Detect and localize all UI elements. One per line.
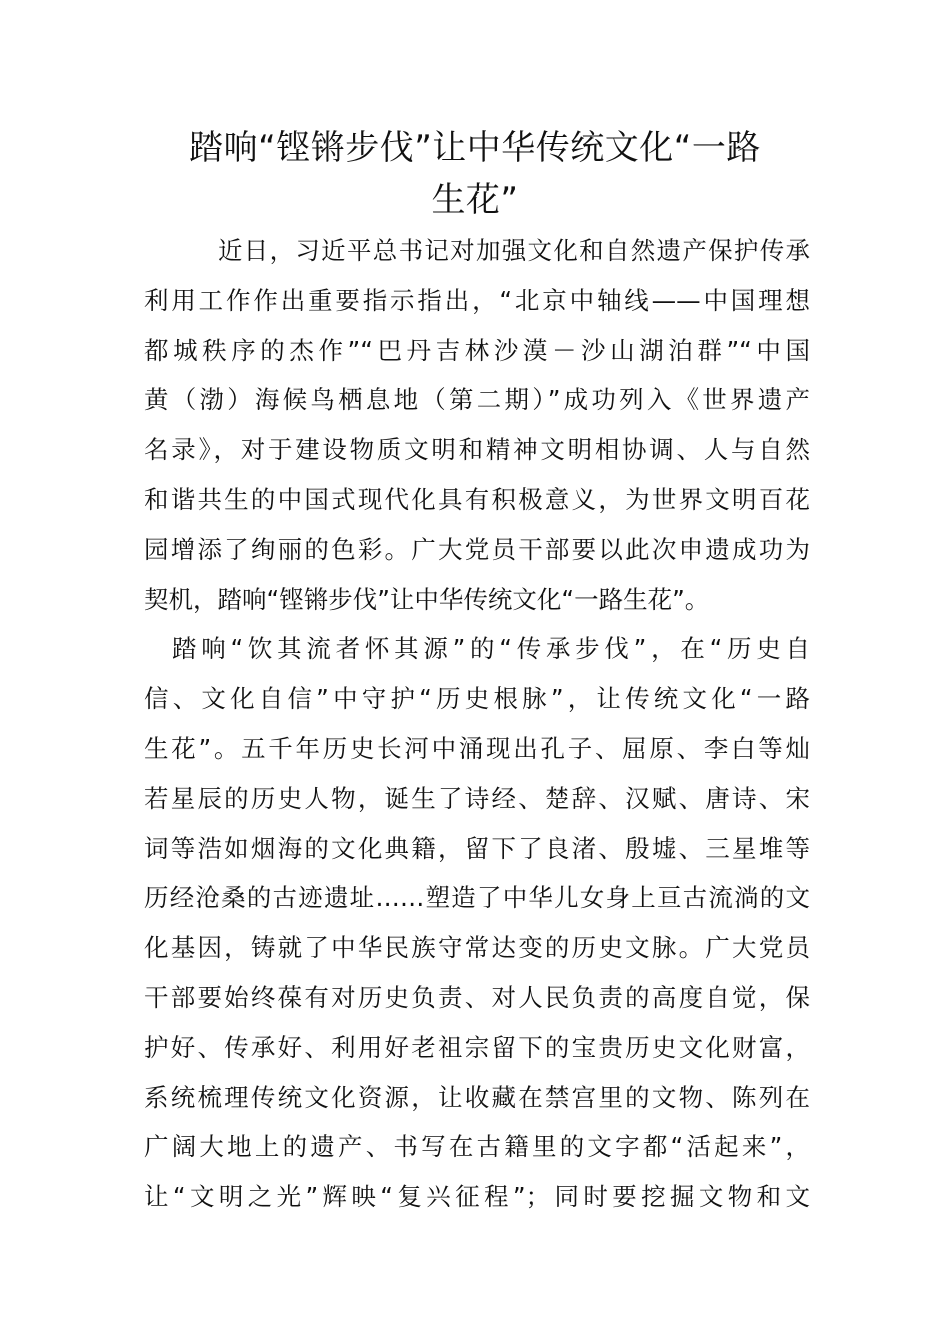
text-line: 若星辰的历史人物，诞生了诗经、楚辞、汉赋、唐诗、宋 xyxy=(144,783,810,813)
text-line: 利用工作作出重要指示指出，“北京中轴线——中国理想 xyxy=(144,285,810,315)
document-body xyxy=(144,226,810,1222)
document-title xyxy=(140,122,810,226)
text-line: 都城秩序的杰作”“巴丹吉林沙漠－沙山湖泊群”“中国 xyxy=(144,335,810,365)
text-line: 系统梳理传统文化资源，让收藏在禁宫里的文物、陈列在 xyxy=(144,1082,810,1112)
text-line: 近日，习近平总书记对加强文化和自然遗产保护传承 xyxy=(218,236,810,265)
title-line: 踏响“铿锵步伐”让中华传统文化“一路 xyxy=(189,128,761,168)
text-line: 历经沧桑的古迹遗址……塑造了中华儿女身上亘古流淌的文 xyxy=(144,883,810,913)
text-line: 和谐共生的中国式现代化具有积极意义，为世界文明百花 xyxy=(144,484,810,514)
title-line: 生花” xyxy=(431,180,519,220)
text-line: 名录》，对于建设物质文明和精神文明相协调、人与自然 xyxy=(144,435,810,465)
paragraph-1 xyxy=(144,226,810,624)
text-line: 广阔大地上的遗产、书写在古籍里的文字都“活起来”， xyxy=(144,1132,810,1162)
text-line: 干部要始终葆有对历史负责、对人民负责的高度自觉，保 xyxy=(144,982,810,1012)
text-line: 词等浩如烟海的文化典籍，留下了良渚、殷墟、三星堆等 xyxy=(144,833,810,863)
text-line: 契机，踏响“铿锵步伐”让中华传统文化“一路生花”。 xyxy=(144,584,710,614)
text-line: 化基因，铸就了中华民族守常达变的历史文脉。广大党员 xyxy=(144,933,810,963)
text-line: 让“文明之光”辉映“复兴征程”；同时要挖掘文物和文 xyxy=(144,1182,810,1212)
text-line: 黄（渤）海候鸟栖息地（第二期）”成功列入《世界遗产 xyxy=(144,385,810,415)
text-line: 护好、传承好、利用好老祖宗留下的宝贵历史文化财富， xyxy=(144,1032,810,1062)
paragraph-2 xyxy=(144,624,810,1222)
text-line: 生花”。五千年历史长河中涌现出孔子、屈原、李白等灿 xyxy=(144,733,810,763)
text-line: 信、文化自信”中守护“历史根脉”，让传统文化“一路 xyxy=(144,684,810,714)
text-line: 踏响“饮其流者怀其源”的“传承步伐”，在“历史自 xyxy=(172,634,810,664)
text-line: 园增添了绚丽的色彩。广大党员干部要以此次申遗成功为 xyxy=(144,534,810,564)
